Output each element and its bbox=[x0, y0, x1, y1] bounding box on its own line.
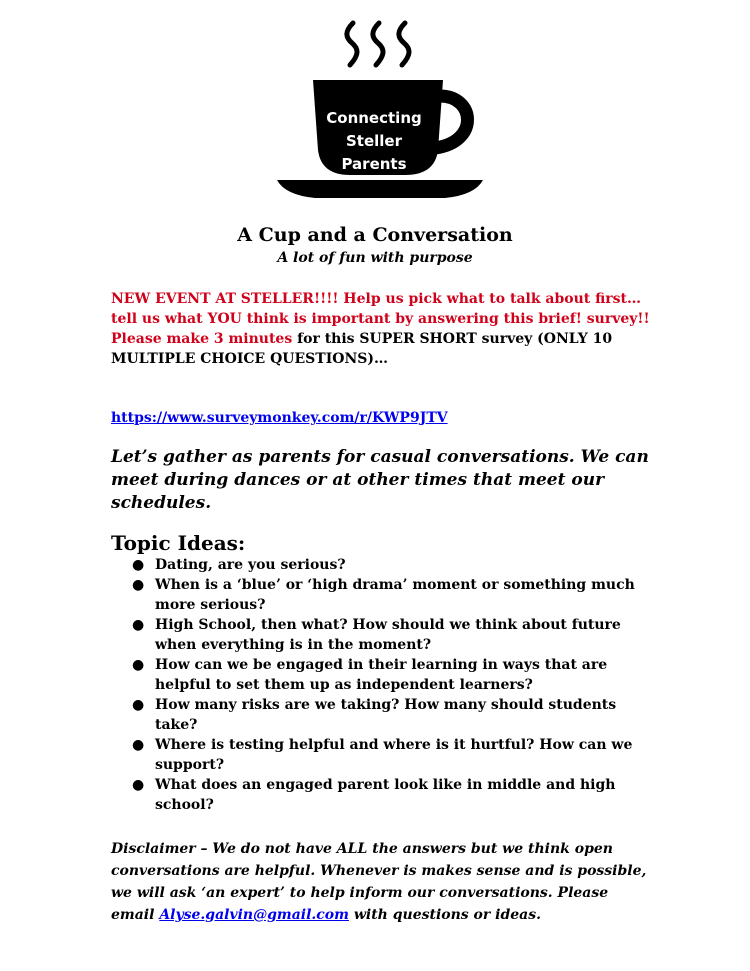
list-item: ● How can we be engaged in their learning in ways that are helpful to set them up as independent learners? bbox=[132, 657, 608, 693]
disclaimer-text: Disclaimer – We do not have ALL the answers but we think open conversations are helpful. Whenever is makes sense and is possible, we will ask ‘an expert’ to help inform our conversations. Please email bbox=[111, 841, 647, 923]
bullet-icon: ● bbox=[132, 617, 145, 633]
coffee-cup-logo bbox=[275, 20, 485, 200]
page-subtitle: A lot of fun with purpose bbox=[277, 250, 473, 266]
survey-link-line bbox=[111, 407, 448, 429]
steam-icon bbox=[399, 23, 409, 65]
survey-link[interactable]: https://www.surveymonkey.com/r/KWP9JTV bbox=[111, 410, 448, 426]
announcement-details: for this SUPER SHORT survey (ONLY 10 MULTIPLE CHOICE QUESTIONS)… bbox=[111, 331, 613, 367]
intro-paragraph: Let’s gather as parents for casual conversations. We can meet during dances or at other times that meet our schedules. bbox=[111, 447, 649, 513]
list-item: ● How many risks are we taking? How many should students take? bbox=[132, 697, 617, 733]
bullet-icon: ● bbox=[132, 577, 145, 593]
topics-heading: Topic Ideas: bbox=[111, 531, 246, 555]
disclaimer bbox=[111, 838, 651, 926]
logo-text-line1: Connecting bbox=[326, 109, 422, 127]
list-item: ● High School, then what? How should we think about future when everything is in the moment? bbox=[132, 617, 621, 653]
announcement-headline: NEW EVENT AT STELLER!!!! Help us pick what to talk about first…tell us what YOU think is important by answering this brief! survey!! bbox=[111, 291, 650, 327]
list-item: ● What does an engaged parent look like in middle and high school? bbox=[132, 777, 616, 813]
topics-list bbox=[129, 555, 649, 815]
steam-icon bbox=[373, 23, 383, 65]
logo-text-line3: Parents bbox=[341, 155, 407, 173]
list-item: ● Where is testing helpful and where is it hurtful? How can we support? bbox=[132, 737, 633, 773]
page-title: A Cup and a Conversation bbox=[237, 224, 513, 246]
email-link[interactable]: Alyse.galvin@gmail.com bbox=[159, 907, 349, 923]
list-item: ● Dating, are you serious? bbox=[132, 557, 346, 573]
bullet-icon: ● bbox=[132, 557, 145, 573]
steam-icon bbox=[347, 23, 357, 65]
list-item: ● When is a ‘blue’ or ‘high drama’ moment or something much more serious? bbox=[132, 577, 635, 613]
saucer bbox=[277, 180, 483, 198]
bullet-icon: ● bbox=[132, 737, 145, 753]
bullet-icon: ● bbox=[132, 657, 145, 673]
announcement-minutes: Please make 3 minutes bbox=[111, 331, 293, 347]
disclaimer-suffix: with questions or ideas. bbox=[348, 907, 541, 923]
logo-text-line2: Steller bbox=[345, 132, 403, 150]
announcement bbox=[111, 289, 651, 369]
bullet-icon: ● bbox=[132, 697, 145, 713]
bullet-icon: ● bbox=[132, 777, 145, 793]
